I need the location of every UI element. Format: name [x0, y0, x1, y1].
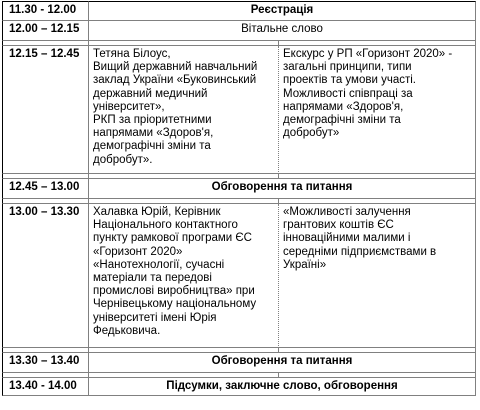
topic-line: Україні» — [283, 258, 327, 271]
session-title: Реєстрація — [89, 1, 476, 21]
speaker-line: «Горизонт 2020» — [93, 245, 183, 258]
table-row — [2, 378, 476, 396]
time-cell: 13.30 – 13.40 — [2, 353, 89, 373]
topic-cell — [279, 46, 476, 174]
topic-line: грантових коштів ЄС — [283, 219, 394, 232]
time-cell: 12.00 – 12.15 — [2, 21, 89, 41]
speaker-cell — [89, 204, 279, 348]
schedule-table — [2, 1, 476, 396]
speaker-line: університеті імені Юрія — [93, 311, 217, 324]
time-cell: 12.15 – 12.45 — [2, 46, 89, 174]
topic-line: загальні принципи, типи — [283, 61, 412, 74]
time-cell: 12.45 – 13.00 — [2, 179, 89, 199]
session-title: Вітальне слово — [89, 21, 476, 41]
topic-cell — [279, 204, 476, 348]
topic-line: демографічні зміни та — [283, 114, 401, 127]
speaker-line: напрямами «Здоров'я, — [93, 127, 214, 140]
time-cell: 13.00 – 13.30 — [2, 204, 89, 348]
session-title: Обговорення та питання — [89, 179, 476, 199]
topic-line: напрямами «Здоров'я, — [283, 100, 404, 113]
speaker-line: матеріали та передові — [93, 272, 212, 285]
speaker-line: РКП за пріоритетними — [93, 114, 212, 127]
time-cell: 11.30 - 12.00 — [2, 1, 89, 21]
speaker-line: Федьковича. — [93, 324, 161, 337]
speaker-line: Вищий державний навчальний — [93, 61, 258, 74]
topic-line: Екскурс у РП «Горизонт 2020» - — [283, 48, 453, 60]
speaker-line: пункту рамкової програми ЄС — [93, 232, 252, 245]
topic-line: інноваційними малими і — [283, 232, 411, 245]
speaker-line: «Нанотехнології, сучасні — [93, 258, 225, 271]
table-row — [2, 204, 476, 348]
table-row — [2, 353, 476, 373]
speaker-cell — [89, 46, 279, 174]
speaker-line: Халавка Юрій, Керівник — [93, 206, 221, 218]
speaker-line: добробут». — [93, 153, 153, 166]
time-cell: 13.40 - 14.00 — [2, 378, 89, 396]
session-title: Підсумки, заключне слово, обговорення — [89, 378, 476, 396]
speaker-line: університет», — [93, 100, 165, 113]
topic-line: проектів та умови участі. — [283, 74, 416, 87]
topic-line: добробут» — [283, 127, 340, 140]
table-row — [2, 46, 476, 174]
speaker-line: Тетяна Білоус, — [93, 48, 171, 60]
speaker-line: промислові виробництва» при — [93, 285, 255, 298]
speaker-line: Чернівецькому національному — [93, 298, 257, 311]
table-row — [2, 21, 476, 41]
session-title: Обговорення та питання — [89, 353, 476, 373]
speaker-line: заклад України «Буковинський — [93, 74, 257, 87]
table-row — [2, 179, 476, 199]
topic-line: «Можливості залучення — [283, 206, 411, 218]
topic-line: середніми підприємствами в — [283, 245, 437, 258]
speaker-line: державний медичний — [93, 87, 208, 100]
topic-line: Можливості співпраці за — [283, 87, 413, 100]
speaker-line: Національного контактного — [93, 219, 238, 232]
table-row — [2, 1, 476, 21]
speaker-line: демографічні зміни та — [93, 140, 211, 153]
